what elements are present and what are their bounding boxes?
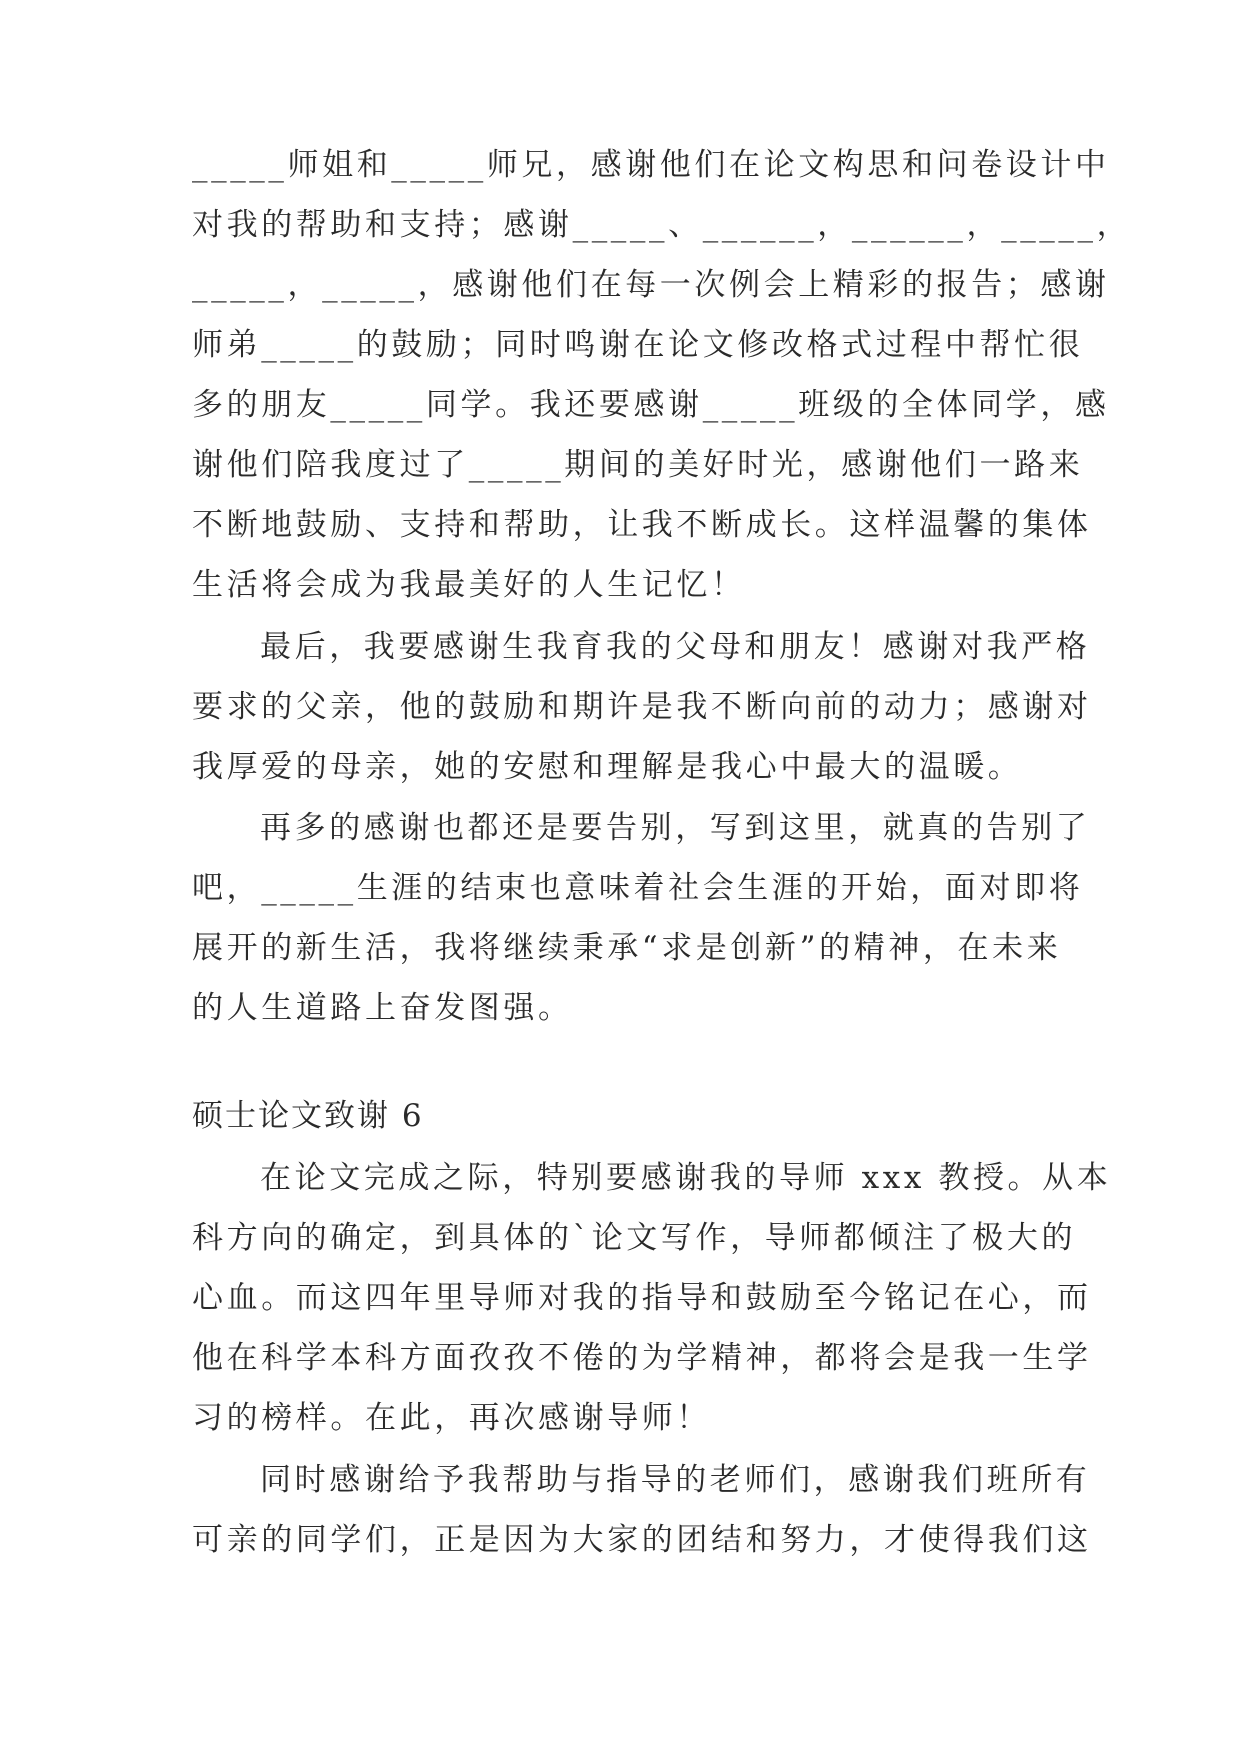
text-line: 再多的感谢也都还是要告别，写到这里，就真的告别了: [260, 810, 1091, 846]
paragraph-advisor-thanks: [192, 1148, 1112, 1448]
text-line: 生活将会成为我最美好的人生记忆！: [192, 567, 746, 603]
section-heading: 硕士论文致谢 6: [192, 1098, 424, 1134]
paragraph-acknowledgements-peers: [192, 135, 1132, 615]
text-line: 要求的父亲，他的鼓励和期许是我不断向前的动力；感谢对: [192, 689, 1092, 725]
text-line: 心血。而这四年里导师对我的指导和鼓励至今铭记在心，而: [192, 1280, 1092, 1316]
text-line: 谢他们陪我度过了_____期间的美好时光，感谢他们一路来: [192, 447, 1084, 483]
paragraph-teachers-classmates: [192, 1450, 1092, 1570]
text-line: 师弟_____的鼓励；同时鸣谢在论文修改格式过程中帮忙很: [192, 327, 1084, 363]
text-line: 展开的新生活，我将继续秉承“求是创新”的精神，在未来: [192, 930, 1062, 966]
text-line: 他在科学本科方面孜孜不倦的为学精神，都将会是我一生学: [192, 1340, 1092, 1376]
text-line: 习的榜样。在此，再次感谢导师！: [192, 1400, 711, 1436]
text-line: 吧，_____生涯的结束也意味着社会生涯的开始，面对即将: [192, 870, 1084, 906]
text-line: _____师姐和_____师兄，感谢他们在论文构思和问卷设计中: [192, 147, 1110, 183]
text-line: 不断地鼓励、支持和帮助，让我不断成长。这样温馨的集体: [192, 507, 1092, 543]
text-line: 多的朋友_____同学。我还要感谢_____班级的全体同学，感: [192, 387, 1110, 423]
paragraph-acknowledgements-parents: [192, 617, 1092, 797]
text-line: 我厚爱的母亲，她的安慰和理解是我心中最大的温暖。: [192, 749, 1023, 785]
paragraph-farewell: [192, 798, 1091, 1038]
text-line: 科方向的确定，到具体的`论文写作，导师都倾注了极大的: [192, 1220, 1077, 1256]
text-line: 最后，我要感谢生我育我的父母和朋友！感谢对我严格: [260, 629, 1091, 665]
text-line: 可亲的同学们，正是因为大家的团结和努力，才使得我们这: [192, 1522, 1092, 1558]
text-line: 同时感谢给予我帮助与指导的老师们，感谢我们班所有: [260, 1462, 1091, 1498]
text-line: 在论文完成之际，特别要感谢我的导师 xxx 教授。从本: [260, 1160, 1112, 1196]
text-line: _____，_____，感谢他们在每一次例会上精彩的报告；感谢: [192, 267, 1110, 303]
text-line: 的人生道路上奋发图强。: [192, 990, 573, 1026]
text-line: 对我的帮助和支持；感谢_____、______，______，_____，: [192, 207, 1132, 243]
